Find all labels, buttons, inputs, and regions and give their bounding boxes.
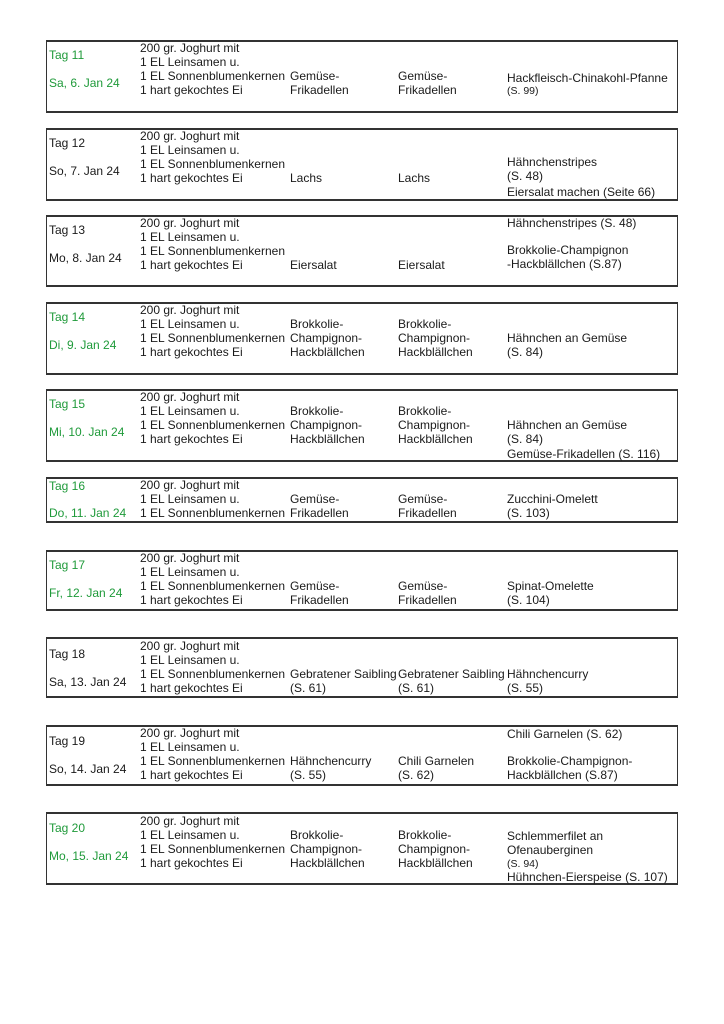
- snack-line: Brokkolie-: [398, 828, 452, 842]
- breakfast-line: 200 gr. Joghurt mit: [140, 216, 240, 230]
- breakfast-line: 200 gr. Joghurt mit: [140, 478, 240, 492]
- dinner-line: Hähnchencurry: [507, 667, 589, 681]
- lunch-line: Gemüse-: [290, 492, 340, 506]
- dinner-line: -Hackblällchen (S.87): [507, 257, 622, 271]
- dinner-line: Hähnchenstripes (S. 48): [507, 216, 637, 230]
- dinner-line: Spinat-Omelette: [507, 579, 594, 593]
- lunch-line: (S. 55): [290, 768, 327, 782]
- snack-line: Frikadellen: [398, 506, 457, 520]
- dinner-line: (S. 55): [507, 681, 544, 695]
- day-label: Tag 19: [49, 734, 86, 748]
- lunch-line: (S. 61): [290, 681, 327, 695]
- lunch-line: Hackblällchen: [290, 432, 365, 446]
- breakfast-line: 1 EL Leinsamen u.: [140, 740, 240, 754]
- snack-line: Lachs: [398, 171, 431, 185]
- day-label: Tag 13: [49, 223, 86, 237]
- dinner-line: Zucchini-Omelett: [507, 492, 598, 506]
- snack-line: Gemüse-: [398, 492, 448, 506]
- breakfast-line: 200 gr. Joghurt mit: [140, 726, 240, 740]
- breakfast-line: 1 EL Leinsamen u.: [140, 404, 240, 418]
- breakfast-line: 1 EL Leinsamen u.: [140, 55, 240, 69]
- dinner-line: (S. 84): [507, 345, 544, 359]
- breakfast-line: 1 hart gekochtes Ei: [140, 345, 243, 359]
- dinner-line: Hühnchen-Eierspeise (S. 107): [507, 870, 668, 884]
- breakfast-line: 1 EL Leinsamen u.: [140, 653, 240, 667]
- snack-line: Chili Garnelen: [398, 754, 475, 768]
- day-label: Tag 11: [49, 48, 85, 62]
- dinner-line: Gemüse-Frikadellen (S. 116): [507, 447, 661, 461]
- dinner-line: Chili Garnelen (S. 62): [507, 727, 623, 741]
- lunch-line: Gebratener Saibling: [290, 667, 397, 681]
- breakfast-line: 1 EL Sonnenblumenkernen: [140, 244, 285, 258]
- breakfast-line: 200 gr. Joghurt mit: [140, 303, 240, 317]
- breakfast-line: 1 hart gekochtes Ei: [140, 83, 243, 97]
- lunch-line: Brokkolie-: [290, 317, 344, 331]
- dinner-line: Hähnchen an Gemüse: [507, 418, 628, 432]
- breakfast-line: 1 EL Leinsamen u.: [140, 230, 240, 244]
- day-label: Tag 16: [49, 479, 86, 493]
- breakfast-line: 1 hart gekochtes Ei: [140, 171, 243, 185]
- breakfast-line: 200 gr. Joghurt mit: [140, 129, 240, 143]
- dinner-line: Schlemmerfilet an: [507, 829, 604, 843]
- snack-line: Frikadellen: [398, 593, 457, 607]
- dinner-line: Ofenauberginen: [507, 843, 594, 857]
- day-date: So, 7. Jan 24: [49, 164, 120, 178]
- day-date: Do, 11. Jan 24: [49, 506, 127, 520]
- breakfast-line: 1 EL Leinsamen u.: [140, 492, 240, 506]
- day-date: Fr, 12. Jan 24: [49, 586, 123, 600]
- dinner-line: (S. 84): [507, 432, 544, 446]
- dinner-line: Hackblällchen (S.87): [507, 768, 618, 782]
- breakfast-line: 1 hart gekochtes Ei: [140, 768, 243, 782]
- snack-line: Brokkolie-: [398, 317, 452, 331]
- lunch-line: Eiersalat: [290, 258, 337, 272]
- day-label: Tag 20: [49, 821, 86, 835]
- breakfast-line: 1 EL Leinsamen u.: [140, 565, 240, 579]
- dinner-line: (S. 104): [507, 593, 550, 607]
- breakfast-line: 1 EL Leinsamen u.: [140, 143, 240, 157]
- lunch-line: Champignon-: [290, 418, 363, 432]
- breakfast-line: 1 EL Sonnenblumenkernen: [140, 842, 285, 856]
- dinner-line: (S. 48): [507, 169, 544, 183]
- lunch-line: Brokkolie-: [290, 404, 344, 418]
- snack-line: (S. 62): [398, 768, 435, 782]
- dinner-line: Hähnchen an Gemüse: [507, 331, 628, 345]
- day-label: Tag 14: [49, 310, 86, 324]
- snack-line: Brokkolie-: [398, 404, 452, 418]
- breakfast-line: 1 hart gekochtes Ei: [140, 432, 243, 446]
- breakfast-line: 1 EL Sonnenblumenkernen: [140, 157, 285, 171]
- snack-line: Hackblällchen: [398, 856, 473, 870]
- lunch-line: Gemüse-: [290, 579, 340, 593]
- breakfast-line: 1 EL Leinsamen u.: [140, 828, 240, 842]
- dinner-line: (S. 94): [507, 858, 539, 870]
- breakfast-line: 200 gr. Joghurt mit: [140, 814, 240, 828]
- day-label: Tag 17: [49, 558, 86, 572]
- lunch-line: Brokkolie-: [290, 828, 344, 842]
- breakfast-line: 200 gr. Joghurt mit: [140, 639, 240, 653]
- dinner-line: Hackfleisch-Chinakohl-Pfanne: [507, 71, 668, 85]
- day-date: Sa, 6. Jan 24: [49, 76, 120, 90]
- lunch-line: Frikadellen: [290, 83, 349, 97]
- snack-line: Hackblällchen: [398, 432, 473, 446]
- lunch-line: Gemüse-: [290, 69, 340, 83]
- snack-line: Gebratener Saibling: [398, 668, 505, 681]
- day-label: Tag 15: [49, 397, 86, 411]
- dinner-line: (S. 99): [507, 85, 539, 97]
- breakfast-line: 1 EL Sonnenblumenkernen: [140, 667, 285, 681]
- breakfast-line: 1 hart gekochtes Ei: [140, 856, 243, 870]
- snack-line: Gemüse-: [398, 69, 448, 83]
- dinner-line: Hähnchenstripes: [507, 155, 598, 169]
- snack-line: (S. 61): [398, 681, 435, 695]
- snack-line: Champignon-: [398, 842, 471, 856]
- day-date: So, 14. Jan 24: [49, 762, 127, 776]
- breakfast-line: 1 hart gekochtes Ei: [140, 681, 243, 695]
- breakfast-line: 1 EL Sonnenblumenkernen: [140, 506, 285, 520]
- snack-line: Eiersalat: [398, 258, 445, 272]
- breakfast-line: 1 hart gekochtes Ei: [140, 593, 243, 607]
- lunch-line: Frikadellen: [290, 593, 349, 607]
- breakfast-line: 1 EL Sonnenblumenkernen: [140, 331, 285, 345]
- snack-line: Frikadellen: [398, 83, 457, 97]
- dinner-line: (S. 103): [507, 506, 550, 520]
- lunch-line: Lachs: [290, 171, 323, 185]
- snack-line: Champignon-: [398, 331, 471, 345]
- day-label: Tag 18: [49, 647, 86, 661]
- breakfast-line: 1 EL Sonnenblumenkernen: [140, 418, 285, 432]
- lunch-line: Champignon-: [290, 842, 363, 856]
- day-date: Mo, 15. Jan 24: [49, 849, 129, 863]
- breakfast-line: 200 gr. Joghurt mit: [140, 41, 240, 55]
- breakfast-line: 1 EL Leinsamen u.: [140, 317, 240, 331]
- lunch-line: Hackblällchen: [290, 856, 365, 870]
- dinner-line: Eiersalat machen (Seite 66): [507, 185, 656, 199]
- lunch-line: Hackblällchen: [290, 345, 365, 359]
- breakfast-line: 200 gr. Joghurt mit: [140, 551, 240, 565]
- lunch-line: Hähnchencurry: [290, 754, 372, 768]
- breakfast-line: 1 EL Sonnenblumenkernen: [140, 754, 285, 768]
- breakfast-line: 1 hart gekochtes Ei: [140, 258, 243, 272]
- breakfast-line: 1 EL Sonnenblumenkernen: [140, 579, 285, 593]
- snack-line: Hackblällchen: [398, 345, 473, 359]
- day-date: Sa, 13. Jan 24: [49, 675, 127, 689]
- day-label: Tag 12: [49, 136, 86, 150]
- dinner-line: Brokkolie-Champignon: [507, 243, 629, 257]
- lunch-line: Champignon-: [290, 331, 363, 345]
- breakfast-line: 200 gr. Joghurt mit: [140, 390, 240, 404]
- snack-line: Champignon-: [398, 418, 471, 432]
- breakfast-line: 1 EL Sonnenblumenkernen: [140, 69, 285, 83]
- day-date: Mo, 8. Jan 24: [49, 251, 122, 265]
- lunch-line: Frikadellen: [290, 506, 349, 520]
- day-date: Di, 9. Jan 24: [49, 338, 117, 352]
- snack-line: Gemüse-: [398, 579, 448, 593]
- day-date: Mi, 10. Jan 24: [49, 425, 125, 439]
- dinner-line: Brokkolie-Champignon-: [507, 754, 633, 768]
